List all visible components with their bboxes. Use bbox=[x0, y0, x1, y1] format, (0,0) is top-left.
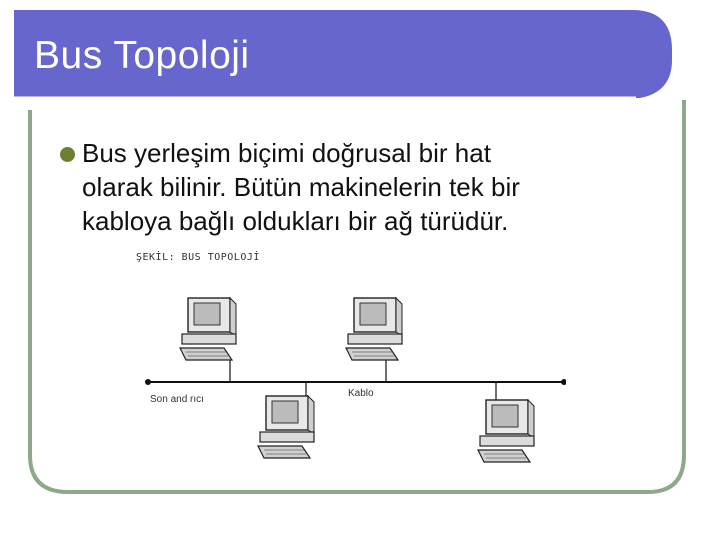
slide-title: Bus Topoloji bbox=[34, 34, 250, 77]
bullet-text bbox=[82, 136, 656, 238]
computer-icon bbox=[180, 298, 236, 360]
computer-icon bbox=[478, 400, 534, 462]
computer-icon bbox=[258, 396, 314, 458]
cable-label: Kablo bbox=[348, 388, 374, 399]
bullet-item bbox=[56, 136, 656, 238]
figure-caption: ŞEKİL: BUS TOPOLOJİ bbox=[136, 252, 260, 263]
bus-topology-figure bbox=[136, 250, 566, 470]
bullet-line: olarak bilinir. Bütün makinelerin tek bir bbox=[82, 172, 520, 202]
computer-icon bbox=[346, 298, 402, 360]
terminator-label: Son and rıcı bbox=[150, 394, 204, 405]
bullet-icon bbox=[60, 147, 75, 162]
bus-diagram bbox=[136, 250, 566, 470]
bullet-line: Bus yerleşim biçimi doğrusal bir hat bbox=[82, 138, 491, 168]
bullet-line: kabloya bağlı oldukları bir ağ türüdür. bbox=[82, 206, 509, 236]
